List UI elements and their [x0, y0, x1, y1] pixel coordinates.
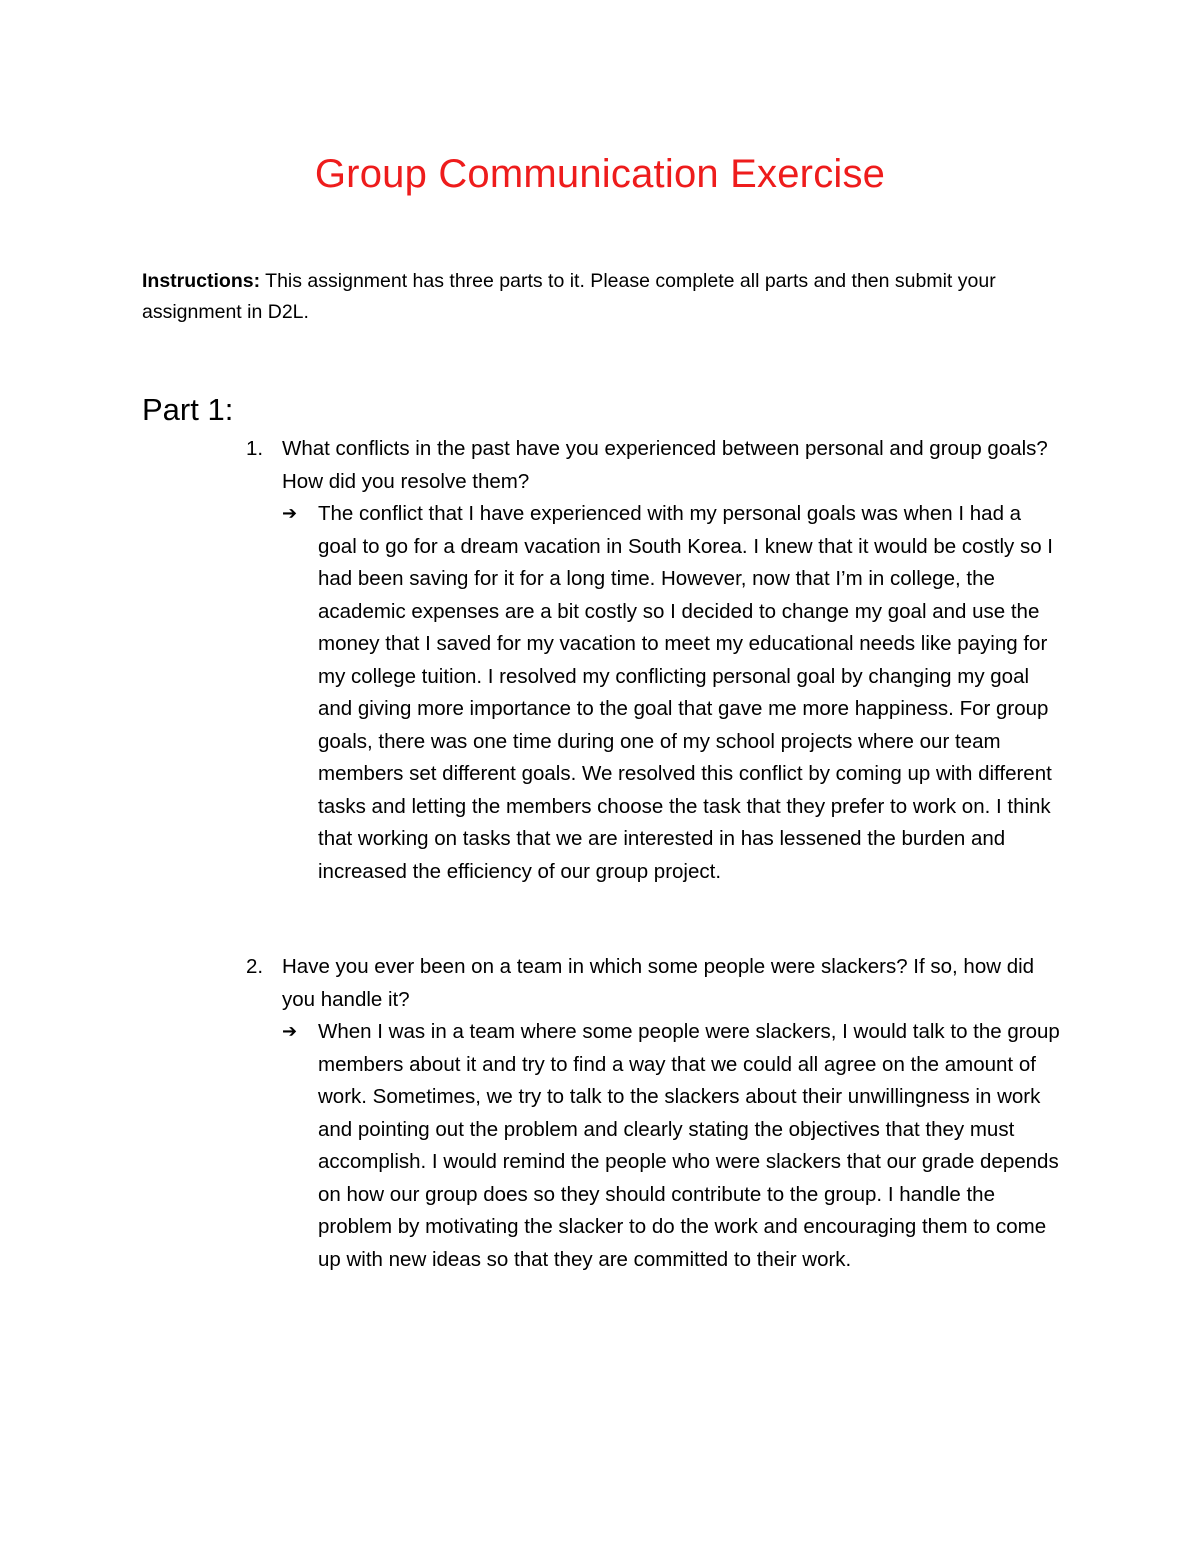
- part-heading: Part 1:: [142, 392, 234, 427]
- question-number: 2.: [246, 955, 264, 978]
- question: [142, 951, 1072, 1016]
- instructions-text: This assignment has three parts to it. Please complete all parts and then submit your assignment in D2L.: [142, 270, 996, 323]
- document-title: Group Communication Exercise: [314, 152, 886, 196]
- question-text: Have you ever been on a team in which some people were slackers? If so, how did you handle it?: [282, 955, 1035, 1011]
- question-item-2: [142, 951, 1102, 1276]
- question-item-1: [142, 433, 1102, 888]
- question-number: 1.: [246, 437, 264, 460]
- answer: [142, 498, 1063, 888]
- arrow-right-icon: ➔: [282, 1021, 298, 1042]
- instructions-paragraph: [142, 266, 1042, 328]
- answer-text: When I was in a team where some people were slackers, I would talk to the group members about it and try to find a way that we could all agree on the amount of work. Sometimes, we try to talk to the slackers about their unwillingness in work and pointing out the problem and clearly stating the objectives that they must accomplish. I would remind the people who were slackers that our grade depends on how our group does so they should contribute to the group. I handle the problem by motivating the slacker to do the work and encouraging them to come up with new ideas so that they are committed to their work.: [318, 1020, 1060, 1271]
- arrow-right-icon: ➔: [282, 503, 298, 524]
- question-text: What conflicts in the past have you experienced between personal and group goals? How did you resolve them?: [282, 437, 1048, 493]
- answer: [142, 1016, 1063, 1276]
- instructions-label: Instructions:: [142, 270, 261, 292]
- question: [142, 433, 1072, 498]
- answer-text: The conflict that I have experienced with my personal goals was when I had a goal to go for a dream vacation in South Korea. I knew that it would be costly so I had been saving for it for a long time. However, now that I’m in college, the academic expenses are a bit costly so I decided to change my goal and use the money that I saved for my vacation to meet my educational needs like paying for my college tuition. I resolved my conflicting personal goal by changing my goal and giving more importance to the goal that gave me more happiness. For group goals, there was one time during one of my school projects where our team members set different goals. We resolved this conflict by coming up with different tasks and letting the members choose the task that they prefer to work on. I think that working on tasks that we are interested in has lessened the burden and increased the efficiency of our group project.: [318, 502, 1053, 883]
